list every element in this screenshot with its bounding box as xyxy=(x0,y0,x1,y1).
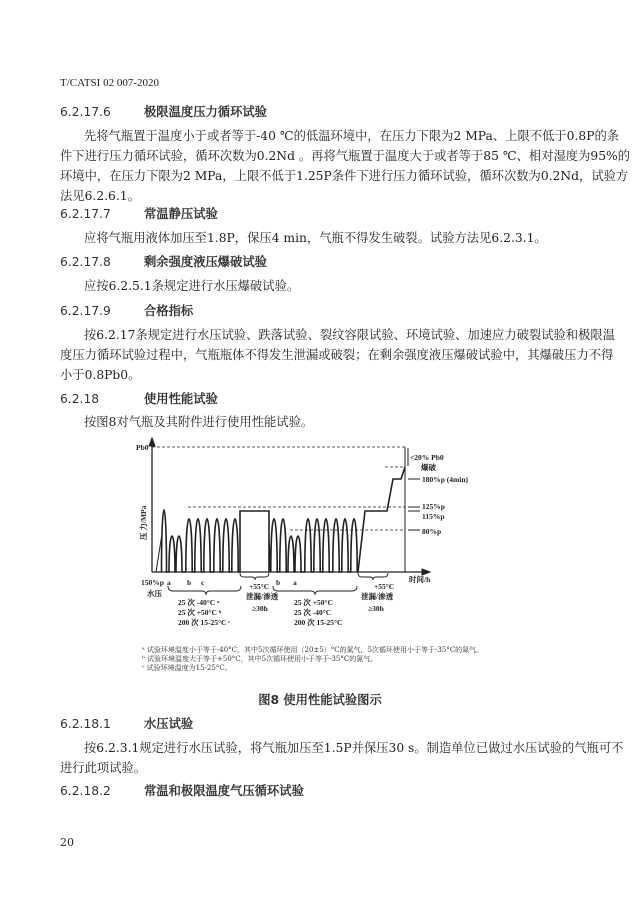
paragraph-line: 度压力循环试验过程中，气瓶瓶体不得发生泄漏或破裂；在剩余强度液压爆破试验中，其爆破压力不得 xyxy=(60,348,614,362)
label-115p: 115%p xyxy=(422,512,445,521)
phase1-mark-b: b xyxy=(187,578,192,587)
section-heading-6-2-18-1: 6.2.18.1 水压试验 xyxy=(60,717,194,731)
paragraph-line: 进行此项试验。 xyxy=(60,761,147,775)
start-sub-label: 水压 xyxy=(147,589,162,598)
phase2-line: 25 次 +50°C xyxy=(294,598,333,607)
hold2-duration: ≥30h xyxy=(368,604,384,613)
paragraph-line: 小于0.8Pb0。 xyxy=(60,368,141,382)
hold1-brace xyxy=(240,573,269,580)
y-axis-label: 压 力/MPa xyxy=(139,505,148,540)
figure-footnote-a: ᵃ 试验环境温度小于等于-40°C，其中5次循环使用（20±5）°C的氮气，5次循环使用小于等于-35°C的氮气。 xyxy=(142,646,484,654)
phase2-mark-a: a xyxy=(293,578,297,587)
section-heading-6-2-17-9: 6.2.17.9 合格指标 xyxy=(60,304,194,318)
section-heading-6-2-18-2: 6.2.18.2 常温和极限温度气压循环试验 xyxy=(60,784,304,798)
paragraph-line: 件下进行压力循环试验，循环次数为0.2Nd 。再将气瓶置于温度大于或者等于85 ℃、相对湿度为95%的 xyxy=(60,149,631,163)
paragraph-line: 环境中，在压力下限为2 MPa，上限不低于1.25P条件下进行压力循环试验，循环次数为0.2Nd，试验方 xyxy=(60,169,629,183)
phase1-mark-c: c xyxy=(201,578,205,587)
section-heading-6-2-17-8: 6.2.17.8 剩余强度液压爆破试验 xyxy=(60,255,267,269)
hold1-temp: +55°C xyxy=(249,582,270,591)
hold2-brace xyxy=(358,573,388,580)
page-number: 20 xyxy=(60,836,74,849)
label-180p: 180%p (4min) xyxy=(422,475,469,484)
section-heading-6-2-17-6: 6.2.17.6 极限温度压力循环试验 xyxy=(60,105,267,119)
y-axis-arrow xyxy=(149,438,155,446)
section-heading-6-2-18: 6.2.18 使用性能试验 xyxy=(60,392,218,406)
figure-footnote-b: ᵇ 试验环境温度大于等于+50°C，其中5次循环使用小于等于-35°C的氮气。 xyxy=(142,655,378,663)
figure-footnote-c: ᶜ 试验环境温度为15-25°C。 xyxy=(142,664,232,672)
paragraph-line: 应将气瓶用液体加压至1.8P，保压4 min，气瓶不得发生破裂。试验方法见6.2.3.1。 xyxy=(84,231,547,245)
x-axis-label: 时间/h xyxy=(409,575,431,584)
phase1-mark-a: a xyxy=(167,578,171,587)
hold2-leak: 泄漏/渗透 xyxy=(361,592,394,601)
phase2-line: 200 次 15-25°C xyxy=(294,618,343,627)
paragraph-line: 按6.2.3.1规定进行水压试验，将气瓶加压至1.5P并保压30 s。制造单位已做过水压试验的气瓶可不 xyxy=(84,741,624,755)
label-under-20-pb0: <20% Pb0 xyxy=(410,453,444,462)
phase1-line: 25 次 +50°C ᵇ xyxy=(178,608,222,617)
figure-caption: 图8 使用性能试验图示 xyxy=(258,693,382,707)
hold1-duration: ≥30h xyxy=(252,604,268,613)
phase1-brace xyxy=(168,586,241,595)
phase1-line: 25 次 -40°C ᵃ xyxy=(178,598,220,607)
hold2-temp: +55°C xyxy=(374,582,395,591)
hold1-leak: 泄漏/渗透 xyxy=(246,592,279,601)
paragraph-line: 按图8对气瓶及其附件进行使用性能试验。 xyxy=(84,415,314,429)
pb0-label: Pb0 xyxy=(136,443,149,452)
phase1-line: 200 次 15-25°C ᶜ xyxy=(178,618,231,627)
paragraph-line: 应按6.2.5.1条规定进行水压爆破试验。 xyxy=(84,279,300,293)
label-burst: 爆破 xyxy=(421,463,436,472)
label-125p: 125%p xyxy=(422,502,445,511)
phase2-line: 25 次 -40°C xyxy=(294,608,332,617)
document-code-header: T/CATSI 02 007-2020 xyxy=(60,77,159,89)
pressure-trace xyxy=(162,467,406,572)
paragraph-line: 按6.2.17条规定进行水压试验、跌落试验、裂纹容限试验、环境试验、加速应力破裂试验和极限温 xyxy=(84,328,615,342)
paragraph-line: 法见6.2.6.1。 xyxy=(60,189,140,203)
phase2-brace xyxy=(273,586,357,595)
paragraph-line: 先将气瓶置于温度小于或者等于-40 ℃的低温环境中，在压力下限为2 MPa、上限不低于0.8P的条 xyxy=(84,129,620,143)
start-label: 150%p xyxy=(141,578,164,587)
section-heading-6-2-17-7: 6.2.17.7 常温静压试验 xyxy=(60,207,218,221)
phase2-mark-b: b xyxy=(276,578,281,587)
label-80p: 80%p xyxy=(422,527,442,536)
